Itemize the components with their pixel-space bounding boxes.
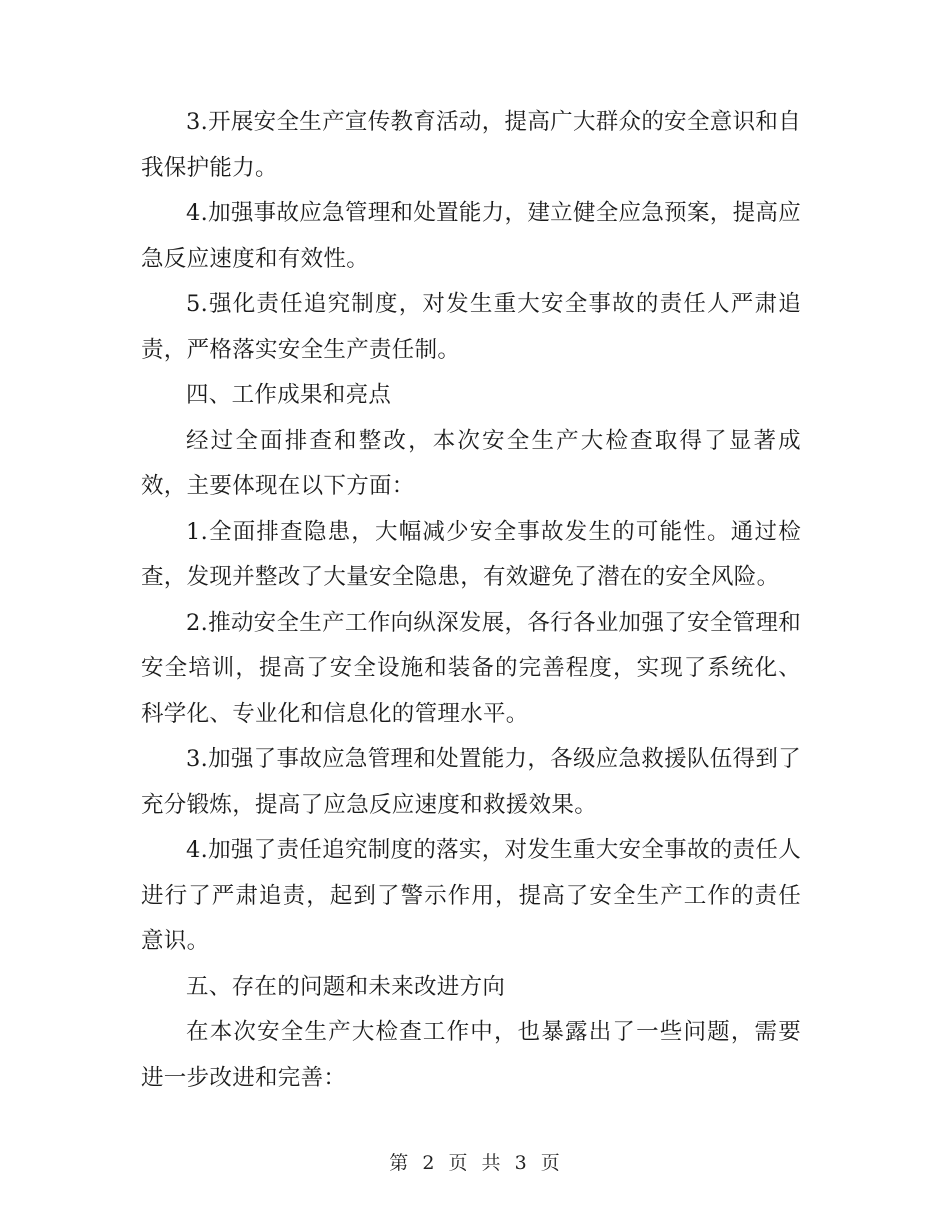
paragraph-result-3: 3.加强了事故应急管理和处置能力，各级应急救援队伍得到了充分锻炼，提高了应急反应速度和救援效果。 bbox=[141, 746, 801, 818]
paragraph-result-4: 4.加强了责任追究制度的落实，对发生重大安全事故的责任人进行了严肃追责，起到了警示作用，提高了安全生产工作的责任意识。 bbox=[141, 837, 801, 954]
paragraph-result-2: 2.推动安全生产工作向纵深发展，各行各业加强了安全管理和安全培训，提高了安全设施和装备的完善程度，实现了系统化、科学化、专业化和信息化的管理水平。 bbox=[141, 609, 801, 727]
page-footer bbox=[0, 1148, 950, 1175]
section-heading-results: 四、工作成果和亮点 bbox=[186, 382, 392, 408]
footer-page-word: 页 bbox=[448, 1152, 469, 1174]
footer-total-pages: 3 bbox=[514, 1152, 528, 1174]
paragraph-result-1: 1.全面排查隐患，大幅减少安全事故发生的可能性。通过检查，发现并整改了大量安全隐患，有效避免了潜在的安全风险。 bbox=[141, 518, 801, 590]
paragraph-item-4-emergency: 4.加强事故应急管理和处置能力，建立健全应急预案，提高应急反应速度和有效性。 bbox=[141, 200, 801, 272]
section-heading-problems: 五、存在的问题和未来改进方向 bbox=[186, 973, 506, 1000]
footer-current-page: 2 bbox=[422, 1152, 436, 1174]
paragraph-results-intro: 经过全面排查和整改，本次安全生产大检查取得了显著成效，主要体现在以下方面： bbox=[141, 427, 801, 499]
document-body bbox=[141, 100, 801, 1101]
footer-prefix: 第 bbox=[389, 1152, 410, 1174]
footer-page-word-end: 页 bbox=[540, 1152, 561, 1174]
paragraph-item-3-publicity: 3.开展安全生产宣传教育活动，提高广大群众的安全意识和自我保护能力。 bbox=[141, 109, 801, 181]
footer-total-word: 共 bbox=[481, 1152, 502, 1174]
paragraph-problems-intro: 在本次安全生产大检查工作中，也暴露出了一些问题，需要进一步改进和完善： bbox=[141, 1019, 801, 1091]
paragraph-item-5-accountability: 5.强化责任追究制度，对发生重大安全事故的责任人严肃追责，严格落实安全生产责任制。 bbox=[141, 291, 801, 363]
